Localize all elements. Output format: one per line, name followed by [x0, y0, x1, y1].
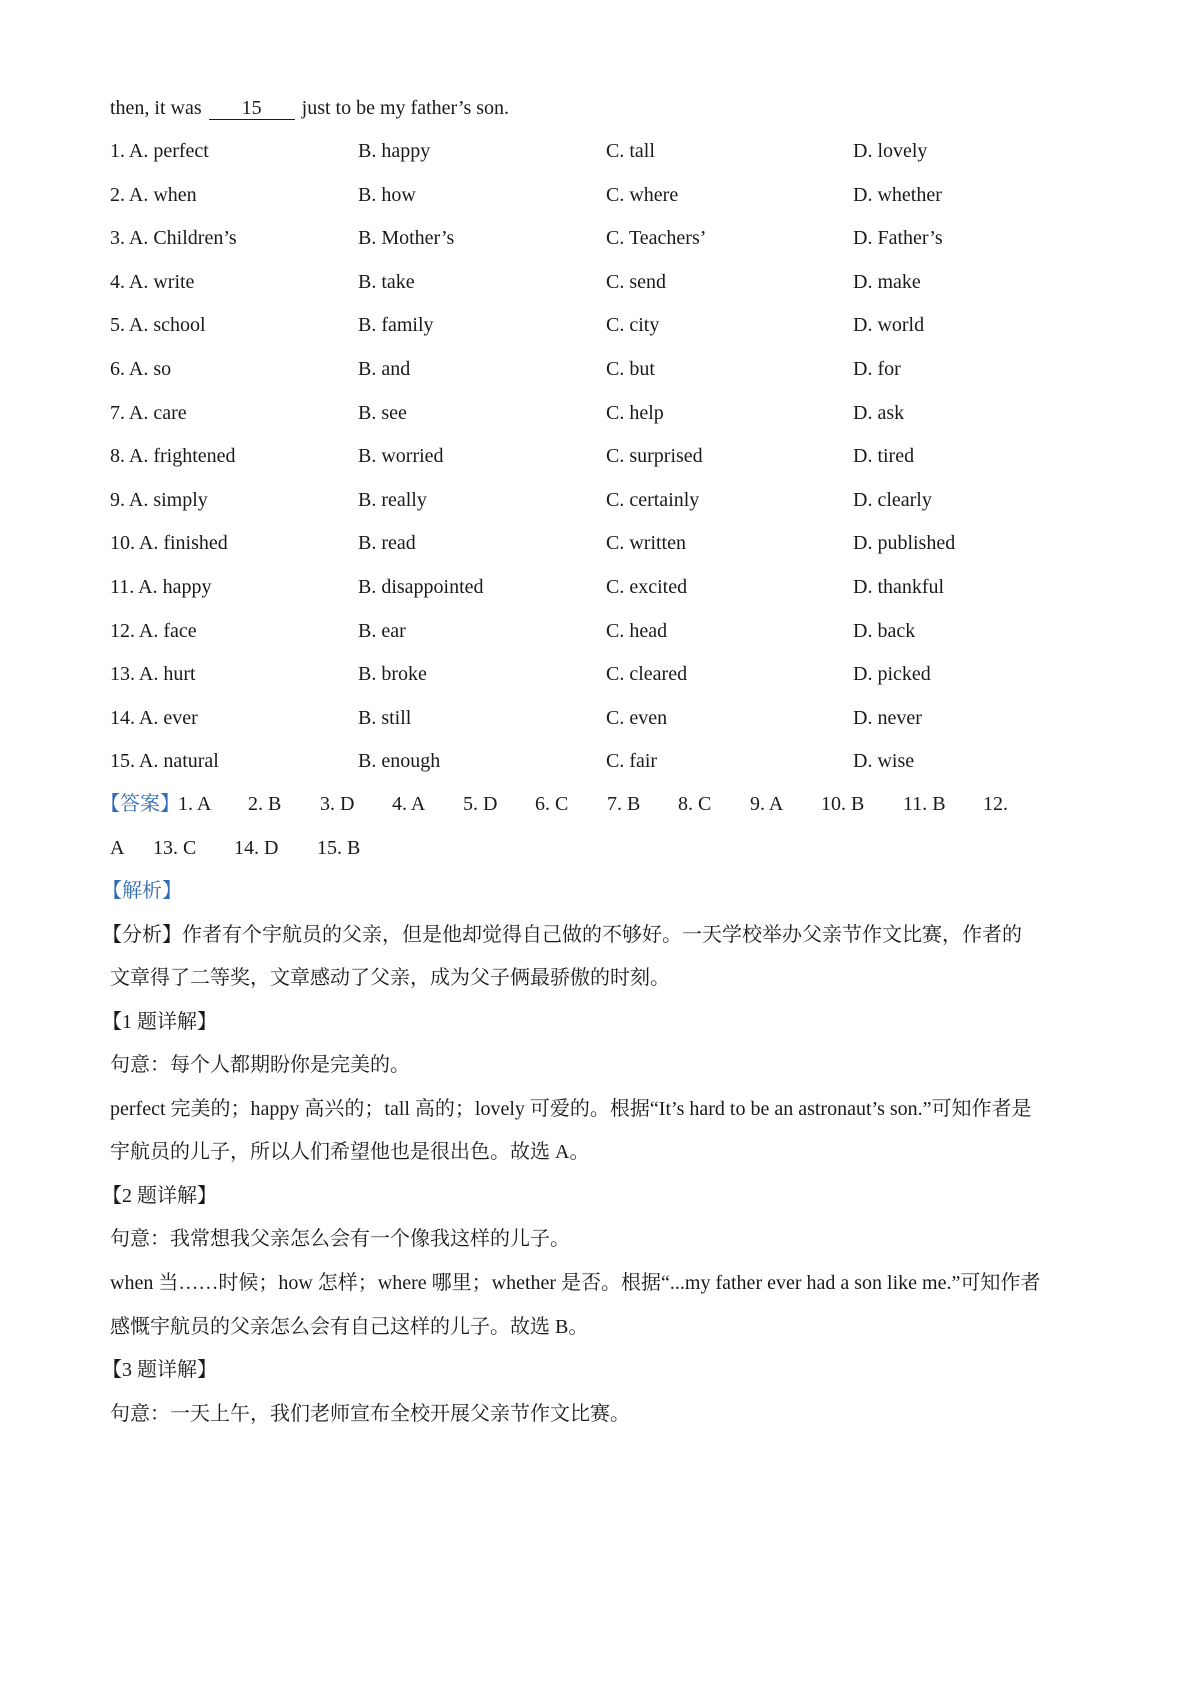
option-row: [110, 268, 1090, 296]
option-choice: D. lovely: [853, 140, 928, 162]
option-choice: D. make: [853, 270, 921, 293]
option-choice: 6. A. so: [110, 358, 172, 380]
option-choice: B. broke: [358, 663, 427, 686]
option-row: [110, 704, 1090, 732]
q2-explanation-line-1: when 当……时候；how 怎样；where 哪里；whether 是否。根据“...my father ever had a son like me.”可知作者: [110, 1272, 1041, 1294]
answer-item: 12.: [983, 793, 1008, 815]
passage-last-line: [110, 94, 509, 122]
option-row: [110, 311, 1090, 339]
blank-15: 15: [209, 97, 295, 120]
option-choice: B. ear: [358, 619, 406, 642]
answer-item: 15. B: [317, 837, 361, 859]
option-choice: C. certainly: [606, 488, 700, 511]
answer-item: 14. D: [234, 837, 279, 859]
answer-item: 1. A: [178, 793, 212, 815]
option-choice: D. published: [853, 532, 956, 555]
passage-text-suffix: just to be my father’s son.: [301, 97, 510, 119]
option-choice: 5. A. school: [110, 314, 206, 337]
option-choice: 8. A. frightened: [110, 445, 236, 468]
answer-label: 【答案】: [100, 793, 180, 815]
option-choice: 13. A. hurt: [110, 663, 196, 686]
option-row: [110, 529, 1090, 557]
option-choice: 3. A. Children’s: [110, 227, 237, 250]
answer-item: 4. A: [392, 793, 426, 815]
option-choice: 11. A. happy: [110, 576, 212, 598]
option-choice: 7. A. care: [110, 401, 187, 424]
option-choice: D. whether: [853, 183, 942, 206]
option-row: [110, 660, 1090, 688]
q2-meaning: 句意：我常想我父亲怎么会有一个像我这样的儿子。: [110, 1228, 570, 1250]
option-choice: C. tall: [606, 140, 655, 162]
q3-heading: 【3 题详解】: [102, 1359, 217, 1381]
option-choice: B. worried: [358, 445, 444, 468]
option-row: [110, 442, 1090, 470]
summary-line-1: 【分析】作者有个宇航员的父亲，但是他却觉得自己做的不够好。一天学校举办父亲节作文比赛，作者的: [102, 924, 1022, 946]
option-choice: B. really: [358, 488, 427, 511]
answer-item: 10. B: [821, 793, 865, 815]
option-choice: 2. A. when: [110, 183, 197, 206]
option-row: [110, 486, 1090, 514]
answer-row-1: [100, 790, 1104, 818]
q2-explanation-line-2: 感慨宇航员的父亲怎么会有自己这样的儿子。故选 B。: [110, 1316, 589, 1338]
option-choice: C. written: [606, 532, 686, 555]
option-choice: D. picked: [853, 663, 931, 686]
answer-item: 9. A: [750, 793, 784, 815]
option-choice: 9. A. simply: [110, 488, 208, 511]
option-row: [110, 224, 1090, 252]
option-choice: B. how: [358, 183, 416, 206]
option-choice: C. help: [606, 401, 664, 424]
option-choice: B. happy: [358, 140, 431, 162]
option-row: [110, 573, 1090, 601]
option-choice: B. family: [358, 314, 434, 337]
option-choice: C. city: [606, 314, 660, 337]
option-choice: C. surprised: [606, 445, 703, 468]
option-choice: C. Teachers’: [606, 227, 707, 250]
q1-explanation-line-1: perfect 完美的；happy 高兴的；tall 高的；lovely 可爱的。根据“It’s hard to be an astronaut’s son.”可知作者是: [110, 1098, 1032, 1120]
option-choice: B. read: [358, 532, 416, 555]
option-choice: B. see: [358, 401, 407, 424]
q1-explanation-line-2: 宇航员的儿子，所以人们希望他也是很出色。故选 A。: [110, 1141, 590, 1163]
option-row: [110, 747, 1090, 775]
option-choice: C. cleared: [606, 663, 688, 686]
option-choice: D. wise: [853, 750, 915, 773]
option-choice: D. never: [853, 706, 922, 729]
answer-item: 11. B: [903, 793, 946, 815]
option-choice: D. tired: [853, 445, 915, 468]
option-choice: 10. A. finished: [110, 532, 228, 555]
answer-item: 7. B: [607, 793, 641, 815]
option-choice: 1. A. perfect: [110, 140, 209, 162]
option-choice: C. send: [606, 270, 666, 293]
option-choice: 15. A. natural: [110, 750, 219, 773]
option-choice: D. clearly: [853, 488, 932, 511]
passage-text-prefix: then, it was: [110, 97, 202, 119]
option-row: [110, 355, 1090, 383]
option-choice: C. even: [606, 706, 668, 729]
option-choice: B. enough: [358, 750, 441, 773]
answer-row-2: [110, 834, 1104, 862]
option-row: [110, 181, 1090, 209]
q2-heading: 【2 题详解】: [102, 1185, 217, 1207]
option-choice: B. and: [358, 358, 411, 380]
option-row: [110, 137, 1090, 165]
option-choice: B. Mother’s: [358, 227, 455, 250]
option-choice: B. still: [358, 706, 412, 729]
option-choice: D. thankful: [853, 576, 945, 598]
option-row: [110, 617, 1090, 645]
option-choice: 12. A. face: [110, 619, 197, 642]
q1-heading: 【1 题详解】: [102, 1011, 217, 1033]
answer-item: 2. B: [248, 793, 282, 815]
option-choice: 14. A. ever: [110, 706, 198, 729]
answer-item: A: [110, 837, 125, 859]
option-choice: 4. A. write: [110, 270, 195, 293]
option-choice: D. world: [853, 314, 925, 337]
option-choice: C. head: [606, 619, 668, 642]
answer-item: 5. D: [463, 793, 498, 815]
option-choice: B. take: [358, 270, 415, 293]
q3-meaning: 句意：一天上午，我们老师宣布全校开展父亲节作文比赛。: [110, 1403, 630, 1425]
answer-item: 8. C: [678, 793, 712, 815]
option-choice: D. for: [853, 358, 901, 380]
option-choice: C. but: [606, 358, 655, 380]
option-choice: D. back: [853, 619, 916, 642]
option-choice: C. where: [606, 183, 679, 206]
summary-line-2: 文章得了二等奖，文章感动了父亲，成为父子俩最骄傲的时刻。: [110, 967, 670, 989]
answer-item: 6. C: [535, 793, 569, 815]
option-row: [110, 399, 1090, 427]
answer-item: 13. C: [153, 837, 197, 859]
option-choice: C. fair: [606, 750, 658, 773]
answer-item: 3. D: [320, 793, 355, 815]
q1-meaning: 句意：每个人都期盼你是完美的。: [110, 1054, 410, 1076]
option-choice: D. Father’s: [853, 227, 943, 250]
analysis-label: 【解析】: [102, 880, 182, 902]
option-choice: D. ask: [853, 401, 905, 424]
option-choice: C. excited: [606, 576, 688, 598]
option-choice: B. disappointed: [358, 576, 484, 598]
